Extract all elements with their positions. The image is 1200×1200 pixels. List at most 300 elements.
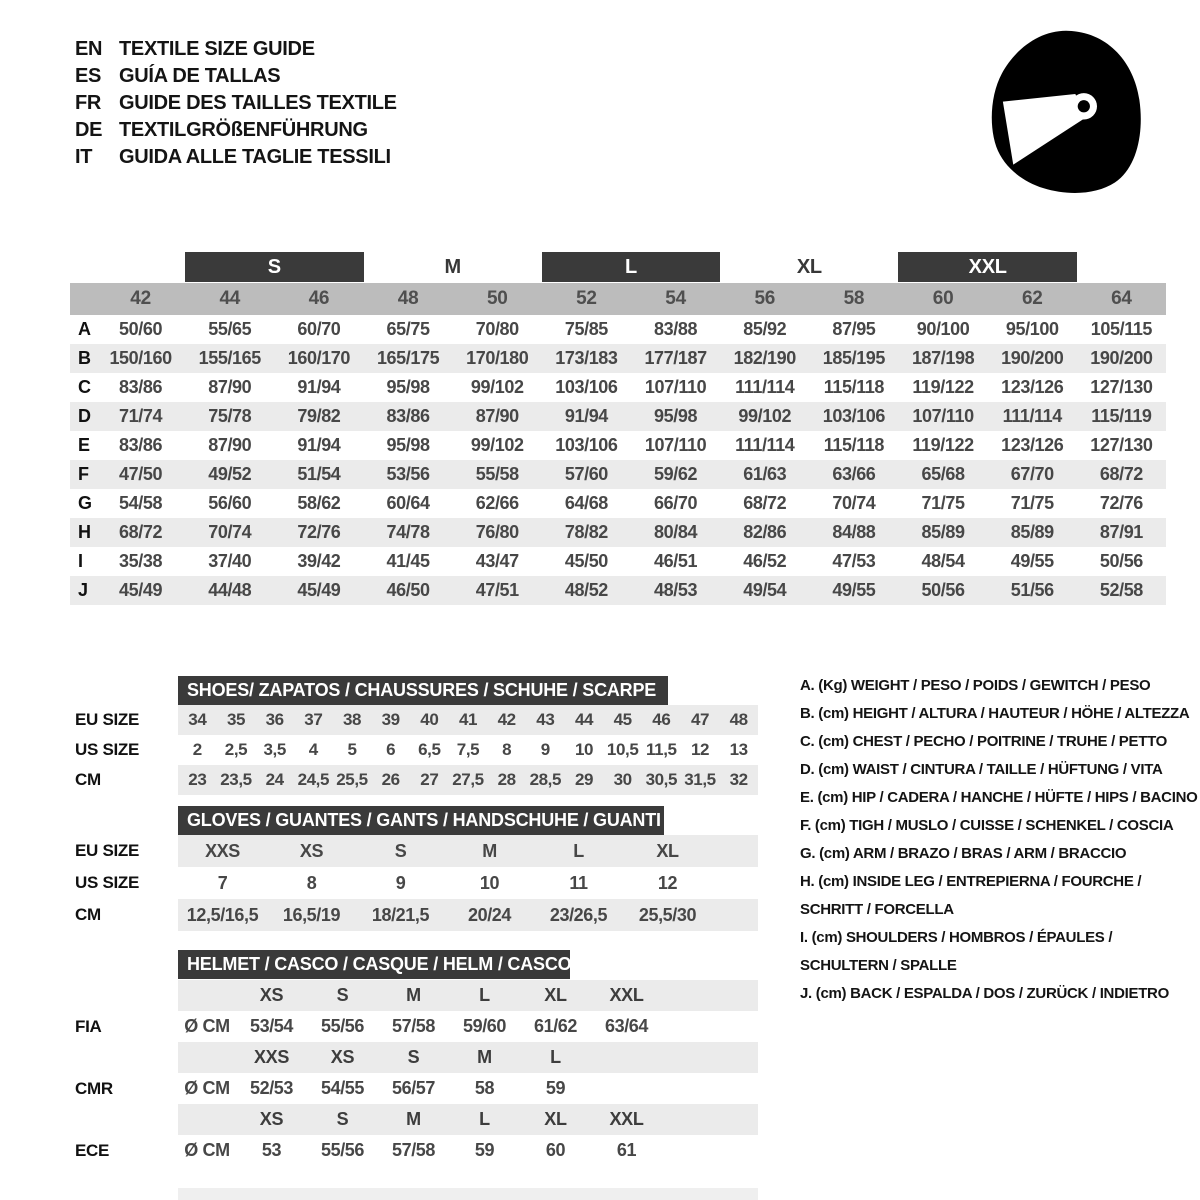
shoes-value: 36 [265,710,284,729]
size-value: 43/47 [475,551,519,571]
size-value: 95/100 [1005,319,1059,339]
size-value: 50/60 [119,319,163,339]
size-value: 83/86 [119,377,163,397]
helmet-value: 59 [474,1140,495,1160]
shoes-table [178,705,758,795]
size-group-spacer [1077,252,1166,282]
size-number-56: 56 [754,288,776,309]
helmet-value: 60 [545,1140,566,1160]
language-title: GUÍA DE TALLAS [119,65,281,87]
size-row-label: H [78,522,91,542]
size-value: 87/90 [208,377,252,397]
helmet-standard-label-cmr: CMR [75,1079,113,1098]
helmet-size-label: M [477,1047,492,1067]
helmet-size-label: XXL [609,1109,644,1129]
size-value: 50/56 [1099,551,1143,571]
gloves-label-us-size: US SIZE [75,873,140,892]
size-number-row [70,283,1166,315]
size-value: 82/86 [743,522,787,542]
size-value: 127/130 [1090,435,1153,455]
legend-item-h: H. (cm) INSIDE LEG / ENTREPIERNA / FOURCHE / [800,873,1142,890]
size-row-label: I [78,551,84,571]
size-value: 68/72 [119,522,163,542]
shoes-value: 32 [729,770,748,789]
shoes-value: 42 [497,710,516,729]
legend-item-h: SCHRITT / FORCELLA [800,901,954,918]
gloves-value: M [482,840,497,861]
size-row-label: B [78,348,91,368]
size-value: 190/200 [1090,348,1153,368]
size-row-j [70,576,1166,605]
size-row-label: C [78,377,91,397]
size-number-50: 50 [486,288,508,309]
size-group-spacer [70,252,96,282]
shoes-value: 45 [613,710,632,729]
size-value: 76/80 [475,522,519,542]
size-group-s: S [185,252,363,282]
size-value: 107/110 [644,377,707,397]
size-row-label: J [78,580,89,600]
helmet-size-label: XL [544,1109,567,1129]
helmet-value: 63/64 [604,1016,649,1036]
size-value: 68/72 [743,493,787,513]
shoes-row [178,765,758,795]
size-value: 44/48 [208,580,252,600]
language-row-fr [75,90,397,117]
gloves-value: L [573,840,584,861]
gloves-row-labels [75,835,139,931]
size-value: 95/98 [654,406,698,426]
size-value: 35/38 [119,551,163,571]
size-row-d [70,402,1166,431]
legend-item-d: D. (cm) WAIST / CINTURA / TAILLE / HÜFTUNG / VITA [800,761,1163,778]
gloves-value: 20/24 [467,904,512,925]
size-value: 123/126 [1001,377,1064,397]
size-value: 107/110 [644,435,707,455]
gloves-table [178,835,758,931]
helmet-size-label: L [479,985,490,1005]
legend-item-a: A. (Kg) WEIGHT / PESO / POIDS / GEWITCH / PESO [800,677,1151,694]
size-value: 71/74 [119,406,163,426]
shoes-row [178,705,758,735]
shoes-value: 2,5 [224,740,248,759]
size-value: 87/90 [208,435,252,455]
size-value: 155/165 [198,348,261,368]
shoes-value: 35 [226,710,246,729]
size-row-label: G [78,493,93,513]
size-value: 57/60 [564,464,608,484]
size-number-46: 46 [308,288,330,309]
helmet-standard-label-ece: ECE [75,1141,110,1160]
size-value: 91/94 [297,377,341,397]
size-value: 173/183 [555,348,618,368]
measurement-legend [800,672,1200,1008]
shoes-value: 24 [265,770,284,789]
size-value: 47/53 [832,551,876,571]
size-value: 47/50 [119,464,163,484]
helmet-table [178,980,758,1166]
size-value: 119/122 [912,435,974,455]
size-value: 170/180 [466,348,529,368]
size-row-label: D [78,406,91,426]
gloves-value: 11 [569,872,588,893]
gloves-value: 9 [395,872,406,893]
shoes-row [178,735,758,765]
size-value: 50/56 [921,580,965,600]
size-value: 70/74 [832,493,876,513]
size-value: 80/84 [654,522,698,542]
size-row-b [70,344,1166,373]
size-value: 45/50 [564,551,608,571]
size-value: 177/187 [644,348,707,368]
helmet-size-label: L [479,1109,490,1129]
size-value: 91/94 [564,406,608,426]
shoes-value: 48 [729,710,748,729]
size-value: 49/55 [832,580,876,600]
size-value: 51/56 [1010,580,1054,600]
helmet-size-label: XS [259,1109,284,1129]
shoes-value: 31,5 [684,770,716,789]
helmet-size-label: S [336,985,349,1005]
size-value: 72/76 [1099,493,1143,513]
helmet-size-label: XL [544,985,567,1005]
language-title: TEXTILE SIZE GUIDE [119,38,315,60]
shoes-value: 38 [342,710,362,729]
shoes-value: 29 [574,770,594,789]
size-value: 62/66 [475,493,519,513]
size-value: 49/54 [743,580,787,600]
helmet-size-label: XS [259,985,284,1005]
shoes-value: 40 [420,710,439,729]
gloves-value: S [394,840,407,861]
helmet-value: 61/62 [533,1016,578,1036]
size-value: 115/118 [823,435,885,455]
shoes-value: 13 [729,740,748,759]
gloves-value: 25,5/30 [638,904,697,925]
helmet-size-label: S [407,1047,420,1067]
size-row-g [70,489,1166,518]
language-title: GUIDE DES TAILLES TEXTILE [119,92,397,114]
language-title-list [75,36,397,171]
shoes-row-labels [75,705,139,795]
shoes-value: 23,5 [220,770,252,789]
legend-item-f: F. (cm) TIGH / MUSLO / CUISSE / SCHENKEL / COSCIA [800,817,1174,834]
shoes-value: 11,5 [646,740,677,759]
legend-item-j: J. (cm) BACK / ESPALDA / DOS / ZURÜCK / INDIETRO [800,985,1169,1002]
helmet-value: 55/56 [320,1140,365,1160]
helmet-value: Ø CM [184,1078,230,1098]
gloves-value: XS [299,840,324,861]
size-value: 48/54 [921,551,965,571]
legend-item-c: C. (cm) CHEST / PECHO / POITRINE / TRUHE / PETTO [800,733,1168,750]
size-row-f [70,460,1166,489]
size-value: 55/65 [208,319,252,339]
helmet-size-row [178,1042,758,1073]
shoes-value: 6 [386,740,396,759]
helmet-value: 57/58 [391,1016,436,1036]
size-number-42: 42 [130,288,151,309]
language-row-de [75,117,397,144]
shoes-value: 7,5 [456,740,480,759]
size-group-l: L [542,252,720,282]
size-number-62: 62 [1021,288,1043,309]
textile-size-table [70,252,1166,605]
size-row-label: E [78,435,91,455]
size-row-label: A [78,319,91,339]
size-value: 48/52 [564,580,608,600]
size-value: 79/82 [297,406,341,426]
size-value: 65/75 [386,319,430,339]
size-value: 103/106 [555,435,618,455]
shoes-label-eu-size: EU SIZE [75,710,140,729]
size-number-52: 52 [576,288,597,309]
size-value: 66/70 [654,493,698,513]
size-value: 68/72 [1099,464,1143,484]
shoes-value: 30 [613,770,632,789]
size-value: 71/75 [921,493,965,513]
helmet-row-ece [178,1135,758,1166]
size-value: 83/86 [386,406,430,426]
shoes-value: 8 [502,740,512,759]
shoes-value: 23 [188,770,207,789]
size-group-xl: XL [796,256,822,278]
gloves-value: 12,5/16,5 [186,904,259,925]
size-value: 85/89 [1010,522,1054,542]
size-value: 51/54 [297,464,341,484]
helmet-value: 55/56 [320,1016,365,1036]
helmet-row-fia [178,1011,758,1042]
shoes-value: 10,5 [606,740,639,759]
helmet-section-header: HELMET / CASCO / CASQUE / HELM / CASCO [178,950,570,979]
size-value: 48/53 [654,580,698,600]
gloves-label-eu-size: EU SIZE [75,841,140,860]
size-value: 90/100 [916,319,970,339]
size-group-header-row [70,252,1166,282]
helmet-row-labels [75,980,113,1166]
size-value: 61/63 [743,464,787,484]
helmet-size-row [178,1104,758,1135]
shoes-value: 9 [540,740,550,759]
size-value: 83/86 [119,435,163,455]
helmet-label-spacer [75,1104,113,1135]
gloves-value: 10 [479,872,500,893]
size-row-e [70,431,1166,460]
size-value: 67/70 [1010,464,1054,484]
language-code: EN [75,38,103,60]
helmet-standard-label-fia: FIA [75,1017,102,1036]
size-value: 87/95 [832,319,876,339]
size-row-a [70,315,1166,344]
gloves-value: 16,5/19 [282,904,341,925]
helmet-value: 59/60 [462,1016,507,1036]
shoes-value: 28 [497,770,516,789]
helmet-size-label: M [406,1109,421,1129]
gloves-value: 12 [657,872,678,893]
size-value: 60/64 [386,493,430,513]
size-number-44: 44 [219,288,241,309]
shoes-value: 5 [347,740,357,759]
helmet-size-label: M [406,985,421,1005]
legend-item-e: E. (cm) HIP / CADERA / HANCHE / HÜFTE / HIPS / BACINO [800,789,1198,806]
size-group-spacer [96,252,185,282]
size-value: 59/62 [654,464,698,484]
size-value: 84/88 [832,522,876,542]
gloves-value: 23/26,5 [549,904,608,925]
helmet-value: 59 [545,1078,566,1098]
shoes-value: 41 [458,710,478,729]
shoes-value: 46 [652,710,671,729]
shoes-value: 44 [574,710,594,729]
size-value: 49/52 [208,464,252,484]
size-value: 105/115 [1090,319,1153,339]
language-code: FR [75,92,102,114]
language-title: GUIDA ALLE TAGLIE TESSILI [119,146,391,168]
size-value: 63/66 [832,464,876,484]
language-row-it [75,144,397,171]
size-value: 71/75 [1010,493,1054,513]
gloves-row [178,899,758,931]
size-value: 47/51 [475,580,519,600]
size-value: 87/90 [475,406,519,426]
helmet-value: 52/53 [249,1078,294,1098]
language-row-es [75,63,397,90]
size-value: 182/190 [733,348,796,368]
size-value: 91/94 [297,435,341,455]
language-code: ES [75,65,102,87]
shoes-label-us-size: US SIZE [75,740,140,759]
size-value: 53/56 [386,464,430,484]
legend-item-i: I. (cm) SHOULDERS / HOMBROS / ÉPAULES / [800,929,1113,946]
size-row-label: F [78,464,89,484]
size-value: 46/51 [654,551,698,571]
shoes-section-header: SHOES/ ZAPATOS / CHAUSSURES / SCHUHE / SCARPE [178,676,668,705]
size-value: 39/42 [297,551,341,571]
size-value: 41/45 [386,551,430,571]
size-table-body [70,315,1166,605]
size-number-64: 64 [1111,288,1132,309]
size-value: 111/114 [1002,406,1062,426]
size-value: 85/92 [743,319,787,339]
size-group-m: M [444,256,461,278]
size-group-xxl: XXL [898,252,1076,282]
shoes-value: 12 [690,740,710,759]
shoes-value: 6,5 [418,740,441,759]
helmet-size-label: S [336,1109,349,1129]
size-value: 99/102 [470,377,524,397]
size-value: 99/102 [470,435,524,455]
shoes-value: 34 [188,710,207,729]
size-value: 160/170 [287,348,351,368]
size-value: 75/78 [208,406,252,426]
gloves-value: 18/21,5 [371,904,430,925]
helmet-value: 61 [616,1140,637,1160]
size-value: 85/89 [921,522,965,542]
shoes-value: 10 [574,740,594,759]
size-number-48: 48 [397,288,419,309]
size-value: 185/195 [822,348,886,368]
shoes-value: 4 [308,740,318,759]
shoes-value: 28,5 [529,770,562,789]
helmet-label-spacer [75,1042,113,1073]
size-value: 115/118 [823,377,885,397]
size-number-54: 54 [665,288,686,309]
gloves-row [178,867,758,899]
helmet-value: Ø CM [184,1016,230,1036]
language-code: IT [75,146,93,168]
size-value: 83/88 [654,319,698,339]
bottom-cutoff-stripe [178,1188,758,1200]
gloves-value: 7 [217,872,228,893]
size-value: 95/98 [386,377,430,397]
helmet-size-row [178,980,758,1011]
shoes-value: 47 [690,710,710,729]
gloves-value: 8 [306,872,317,893]
gloves-value: XL [656,840,679,861]
helmet-value: 54/55 [320,1078,365,1098]
helmet-value: 57/58 [391,1140,436,1160]
helmet-size-label: XS [330,1047,355,1067]
size-value: 99/102 [738,406,792,426]
size-value: 78/82 [564,522,608,542]
size-value: 87/91 [1099,522,1143,542]
shoes-value: 3,5 [263,740,286,759]
language-code: DE [75,119,103,141]
size-value: 55/58 [475,464,519,484]
size-value: 111/114 [735,377,795,397]
legend-item-i: SCHULTERN / SPALLE [800,957,957,974]
helmet-size-label: L [550,1047,561,1067]
shoes-value: 30,5 [645,770,678,789]
shoes-value: 2 [192,740,202,759]
shoes-value: 26 [381,770,400,789]
size-value: 115/119 [1091,406,1152,426]
size-value: 46/52 [743,551,787,571]
helmet-label-spacer [75,980,113,1011]
shoes-value: 39 [381,710,400,729]
size-value: 103/106 [555,377,618,397]
legend-item-b: B. (cm) HEIGHT / ALTURA / HAUTEUR / HÖHE / ALTEZZA [800,705,1190,722]
size-value: 95/98 [386,435,430,455]
helmet-value: Ø CM [184,1140,230,1160]
shoes-value: 37 [304,710,323,729]
shoes-value: 25,5 [336,770,368,789]
size-value: 65/68 [921,464,965,484]
helmet-size-label: XXL [609,985,644,1005]
size-value: 64/68 [564,493,608,513]
size-value: 190/200 [1001,348,1064,368]
gloves-section-header: GLOVES / GUANTES / GANTS / HANDSCHUHE / GUANTI [178,806,664,835]
helmet-value: 53 [261,1140,282,1160]
helmet-row-cmr [178,1073,758,1104]
size-value: 54/58 [119,493,163,513]
size-value: 58/62 [297,493,341,513]
size-value: 56/60 [208,493,252,513]
language-row-en [75,36,397,63]
size-value: 37/40 [208,551,252,571]
size-value: 107/110 [912,406,974,426]
gloves-row [178,835,758,867]
helmet-value: 58 [474,1078,495,1098]
size-value: 119/122 [912,377,974,397]
size-value: 74/78 [386,522,430,542]
gloves-label-cm: CM [75,905,101,924]
helmet-size-label: XXS [253,1047,290,1067]
shoes-value: 24,5 [297,770,330,789]
legend-item-g: G. (cm) ARM / BRAZO / BRAS / ARM / BRACCIO [800,845,1127,862]
size-value: 60/70 [297,319,341,339]
size-value: 111/114 [735,435,795,455]
size-row-i [70,547,1166,576]
